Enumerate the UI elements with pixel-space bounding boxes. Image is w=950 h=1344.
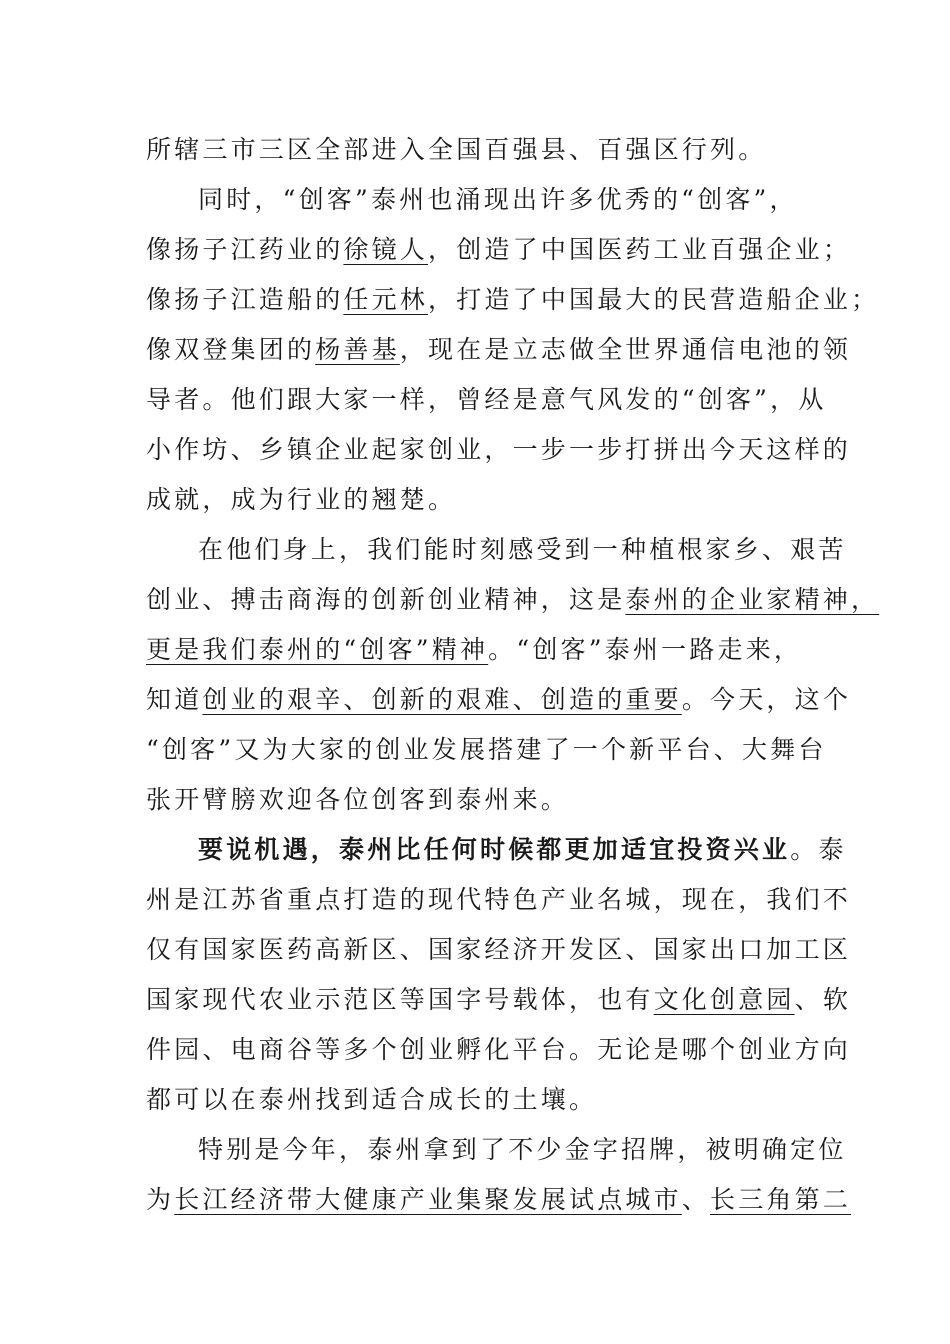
text-line: 国家现代农业示范区等国字号载体，也有文化创意园、软	[146, 985, 852, 1014]
text-line: 成就，成为行业的翘楚。	[146, 485, 457, 514]
paragraph-start-line: 在他们身上，我们能时刻感受到一种植根家乡、艰苦	[198, 535, 847, 564]
underlined-name: 任元林	[343, 285, 429, 314]
underlined-phrase: 泰州的企业家精神，	[625, 585, 880, 614]
paragraph-start-line: 同时，“创客”泰州也涌现出许多优秀的“创客”，	[198, 185, 798, 214]
underlined-name: 徐镜人	[343, 235, 429, 264]
text-line: 州是江苏省重点打造的现代特色产业名城，现在，我们不	[146, 885, 852, 914]
paragraph-start-line: 特别是今年，泰州拿到了不少金字招牌，被明确定位	[198, 1135, 847, 1164]
paragraph-start-line: 要说机遇，泰州比任何时候都更加适宜投资兴业。泰	[198, 835, 847, 864]
text-line: 都可以在泰州找到适合成长的土壤。	[146, 1085, 598, 1114]
text-line: 为长江经济带大健康产业集聚发展试点城市、长三角第二	[146, 1185, 852, 1214]
underlined-phrase: 长三角第二	[710, 1185, 852, 1214]
underlined-phrase: 文化创意园	[653, 985, 795, 1014]
underlined-name: 杨善基	[315, 335, 400, 364]
text-line: 像扬子江药业的徐镜人，创造了中国医药工业百强企业；	[146, 235, 852, 264]
text-line: 所辖三市三区全部进入全国百强县、百强区行列。	[146, 135, 767, 164]
underlined-phrase: 更是我们泰州的“创客”精神	[146, 635, 489, 664]
text-line: 像双登集团的杨善基，现在是立志做全世界通信电池的领	[146, 335, 852, 364]
text-line: “创客”又为大家的创业发展搭建了一个新平台、大舞台	[146, 735, 827, 764]
text-line: 小作坊、乡镇企业起家创业，一步一步打拼出今天这样的	[146, 435, 852, 464]
text-line: 更是我们泰州的“创客”精神。“创客”泰州一路走来，	[146, 635, 803, 664]
text-line: 知道创业的艰辛、创新的艰难、创造的重要。今天，这个	[146, 685, 852, 714]
underlined-phrase: 长江经济带大健康产业集聚发展试点城市	[174, 1185, 682, 1214]
bold-lead-sentence: 要说机遇，泰州比任何时候都更加适宜投资兴业	[198, 835, 791, 864]
text-line: 件园、电商谷等多个创业孵化平台。无论是哪个创业方向	[146, 1035, 852, 1064]
underlined-phrase: 创业的艰辛、创新的艰难、创造的重要	[202, 685, 682, 714]
text-line: 创业、搏击商海的创新创业精神，这是泰州的企业家精神，	[146, 585, 880, 614]
text-line: 像扬子江造船的任元林，打造了中国最大的民营造船企业；	[146, 285, 880, 314]
text-line: 仅有国家医药高新区、国家经济开发区、国家出口加工区	[146, 935, 852, 964]
text-line: 张开臂膀欢迎各位创客到泰州来。	[146, 785, 570, 814]
text-line: 导者。他们跟大家一样，曾经是意气风发的“创客”，从	[146, 385, 827, 414]
